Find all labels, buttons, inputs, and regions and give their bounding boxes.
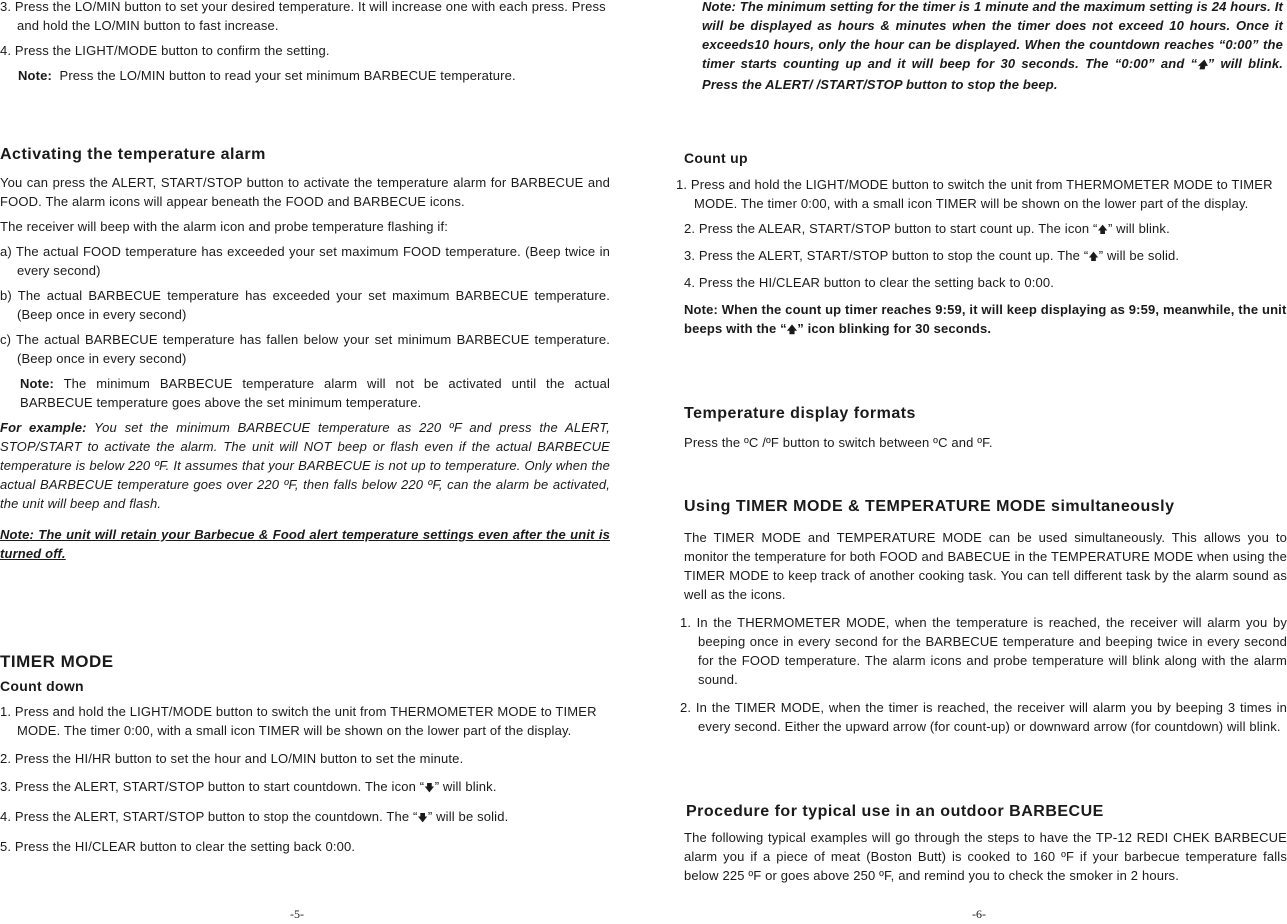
timer-limits-note [676, 0, 1283, 94]
top-note-pre: Note: The minimum setting for the timer is 1 minute and the maximum setting is 24 hours. It will be displayed as hours & minutes when the timer does not exceed 10 hours. Once it exceeds10 hours, only the hour can be displayed. When the countdown reaches “0:00” the timer starts counting up and it will beep for 30 seconds. The “0:00” and “ [702, 0, 1283, 71]
count-up-heading: Count up [684, 150, 748, 166]
cu-step-2-pre: 2. Press the ALEAR, START/STOP button to start count up. The icon “ [684, 221, 1098, 236]
page-number-6: -6- [972, 907, 986, 921]
up-arrow-icon: 🡅 [1097, 225, 1108, 236]
page-6 [676, 0, 1287, 924]
up-arrow-icon: 🡅 [1088, 252, 1099, 263]
step-3-pre: 3. Press the ALERT, START/STOP button to start countdown. The icon “ [0, 779, 425, 794]
alarm-note-text: The minimum BARBECUE temperature alarm will not be activated until the actual BARBECUE temperature goes above the set minimum temperature. [20, 376, 610, 410]
count-up-note [676, 300, 1287, 340]
down-arrow-icon: 🡇 [424, 783, 435, 794]
alarm-condition-c: c) The actual BARBECUE temperature has fallen below your set minimum BARBECUE temperature. (Beep once in every second) [0, 332, 610, 366]
alarm-paragraph-1: You can press the ALERT, START/STOP button to activate the temperature alarm for BARBECUE and FOOD. The alarm icons will appear beneath the FOOD and BARBECUE icons. [0, 175, 610, 209]
count-up-step-2 [676, 219, 1287, 240]
down-arrow-icon: 🡇 [417, 813, 428, 824]
count-up-step-3 [676, 246, 1287, 267]
simultaneous-item-2: 2. In the TIMER MODE, when the timer is reached, the receiver will alarm you by beeping 3 times in every second. Either the upward arrow (for count-up) or downward arrow (for countdown) will blink. [680, 700, 1287, 734]
count-up-section [676, 175, 1287, 340]
simultaneous-heading: Using TIMER MODE & TEMPERATURE MODE simultaneously [684, 498, 1175, 515]
formats-text: Press the ºC /ºF button to switch between ºC and ºF. [684, 435, 993, 450]
step-4-pre: 4. Press the ALERT, START/STOP button to stop the countdown. The “ [0, 809, 418, 824]
count-down-step-1: 1. Press and hold the LIGHT/MODE button to switch the unit from THERMOMETER MODE to TIMER MODE. The timer 0:00, with a small icon TIMER will be shown on the lower part of the display. [0, 704, 597, 738]
alarm-paragraph-2: The receiver will beep with the alarm icon and probe temperature flashing if: [0, 219, 448, 234]
count-down-step-3 [0, 777, 610, 798]
simultaneous-section [680, 528, 1287, 736]
cu-note-post: ” icon blinking for 30 seconds. [797, 321, 992, 336]
procedure-section [684, 828, 1287, 885]
step-4-post: ” will be solid. [427, 809, 509, 824]
retain-settings-note: Note: The unit will retain your Barbecue & Food alert temperature settings even after the unit is turned off. [0, 527, 610, 561]
count-up-step-4: 4. Press the HI/CLEAR button to clear the setting back to 0:00. [684, 275, 1055, 290]
cu-step-3-pre: 3. Press the ALERT, START/STOP button to stop the count up. The “ [684, 248, 1089, 263]
alarm-condition-a: a) The actual FOOD temperature has exceeded your set maximum FOOD temperature. (Beep twice in every second) [0, 244, 610, 278]
count-down-heading: Count down [0, 678, 84, 694]
timer-limits-note-text [702, 0, 1283, 94]
alarm-example [0, 418, 610, 513]
count-down-step-2: 2. Press the HI/HR button to set the hour and LO/MIN button to set the minute. [0, 751, 464, 766]
up-arrow-icon: 🡅 [1197, 60, 1208, 71]
example-label: For example: [0, 420, 87, 435]
simultaneous-paragraph: The TIMER MODE and TEMPERATURE MODE can be used simultaneously. This allows you to monitor the temperature for both FOOD and BABECUE in the TEMPERATURE MODE when using the TIMER MODE to keep track of another cooking task. You can tell different task by the alarm sound as well as the icons. [684, 530, 1287, 602]
procedure-heading: Procedure for typical use in an outdoor BARBECUE [686, 803, 1104, 820]
count-down-step-5: 5. Press the HI/CLEAR button to clear the setting back 0:00. [0, 839, 356, 854]
count-up-step-1: 1. Press and hold the LIGHT/MODE button to switch the unit from THERMOMETER MODE to TIMER MODE. The timer 0:00, with a small icon TIMER will be shown on the lower part of the display. [676, 177, 1273, 211]
formats-heading: Temperature display formats [684, 405, 916, 422]
alarm-heading: Activating the temperature alarm [0, 146, 266, 163]
page-5 [0, 0, 610, 924]
formats-section [684, 433, 1287, 452]
procedure-text: The following typical examples will go through the steps to have the TP-12 REDI CHEK BARBECUE alarm you if a piece of meat (Boston Butt) is cooked to 160 ºF if your barbecue temperature falls below 225 ºF or goes above 250 ºF, and remind you to check the smoker in 2 hours. [684, 830, 1287, 883]
step-4-text: 4. Press the LIGHT/MODE button to confirm the setting. [0, 43, 330, 58]
intro-section [0, 0, 610, 85]
page-number-5: -5- [290, 907, 304, 921]
count-down-step-4 [0, 807, 610, 828]
count-down-section [0, 702, 610, 856]
simultaneous-item-1: 1. In the THERMOMETER MODE, when the temperature is reached, the receiver will alarm you by beeping once in every second for the BARBECUE temperature and beeping twice in every second for the FOOD temperature. The alarm icons and probe temperature will blink along with the alarm sound. [680, 615, 1287, 687]
cu-step-3-post: ” will be solid. [1098, 248, 1180, 263]
cu-note-pre: Note: When the count up timer reaches 9:59, it will keep displaying as 9:59, meanwhile, the unit beeps with the “ [684, 302, 1287, 336]
alarm-note-label: Note: [20, 376, 54, 391]
alarm-condition-b: b) The actual BARBECUE temperature has exceeded your set maximum BARBECUE temperature. (Beep once in every second) [0, 288, 610, 322]
timer-mode-heading: TIMER MODE [0, 652, 114, 671]
example-text: You set the minimum BARBECUE temperature as 220 ºF and press the ALERT, STOP/START to activate the alarm. The unit will NOT beep or flash even if the actual BARBECUE temperature is below 220 ºF. It assumes that your BARBECUE is not up to temperature. Only when the actual BARBECUE temperature goes over 220 ºF, then falls below 220 ºF, can the alarm be activated, the unit will beep and flash. [0, 420, 611, 511]
up-arrow-icon: 🡅 [786, 325, 798, 336]
top-note-post: ” will blink. Press the ALERT/ /START/STOP button to stop the beep. [702, 56, 1283, 92]
cu-step-2-post: ” will blink. [1107, 221, 1170, 236]
step-3-text: 3. Press the LO/MIN button to set your desired temperature. It will increase one with each press. Press and hold the LO/MIN button to fast increase. [0, 0, 606, 33]
note-text: Press the LO/MIN button to read your set minimum BARBECUE temperature. [59, 68, 516, 83]
intro-note [0, 66, 610, 85]
alarm-section [0, 173, 610, 563]
step-3-post: ” will blink. [434, 779, 497, 794]
alarm-note [0, 374, 610, 412]
note-label: Note: [18, 68, 52, 83]
